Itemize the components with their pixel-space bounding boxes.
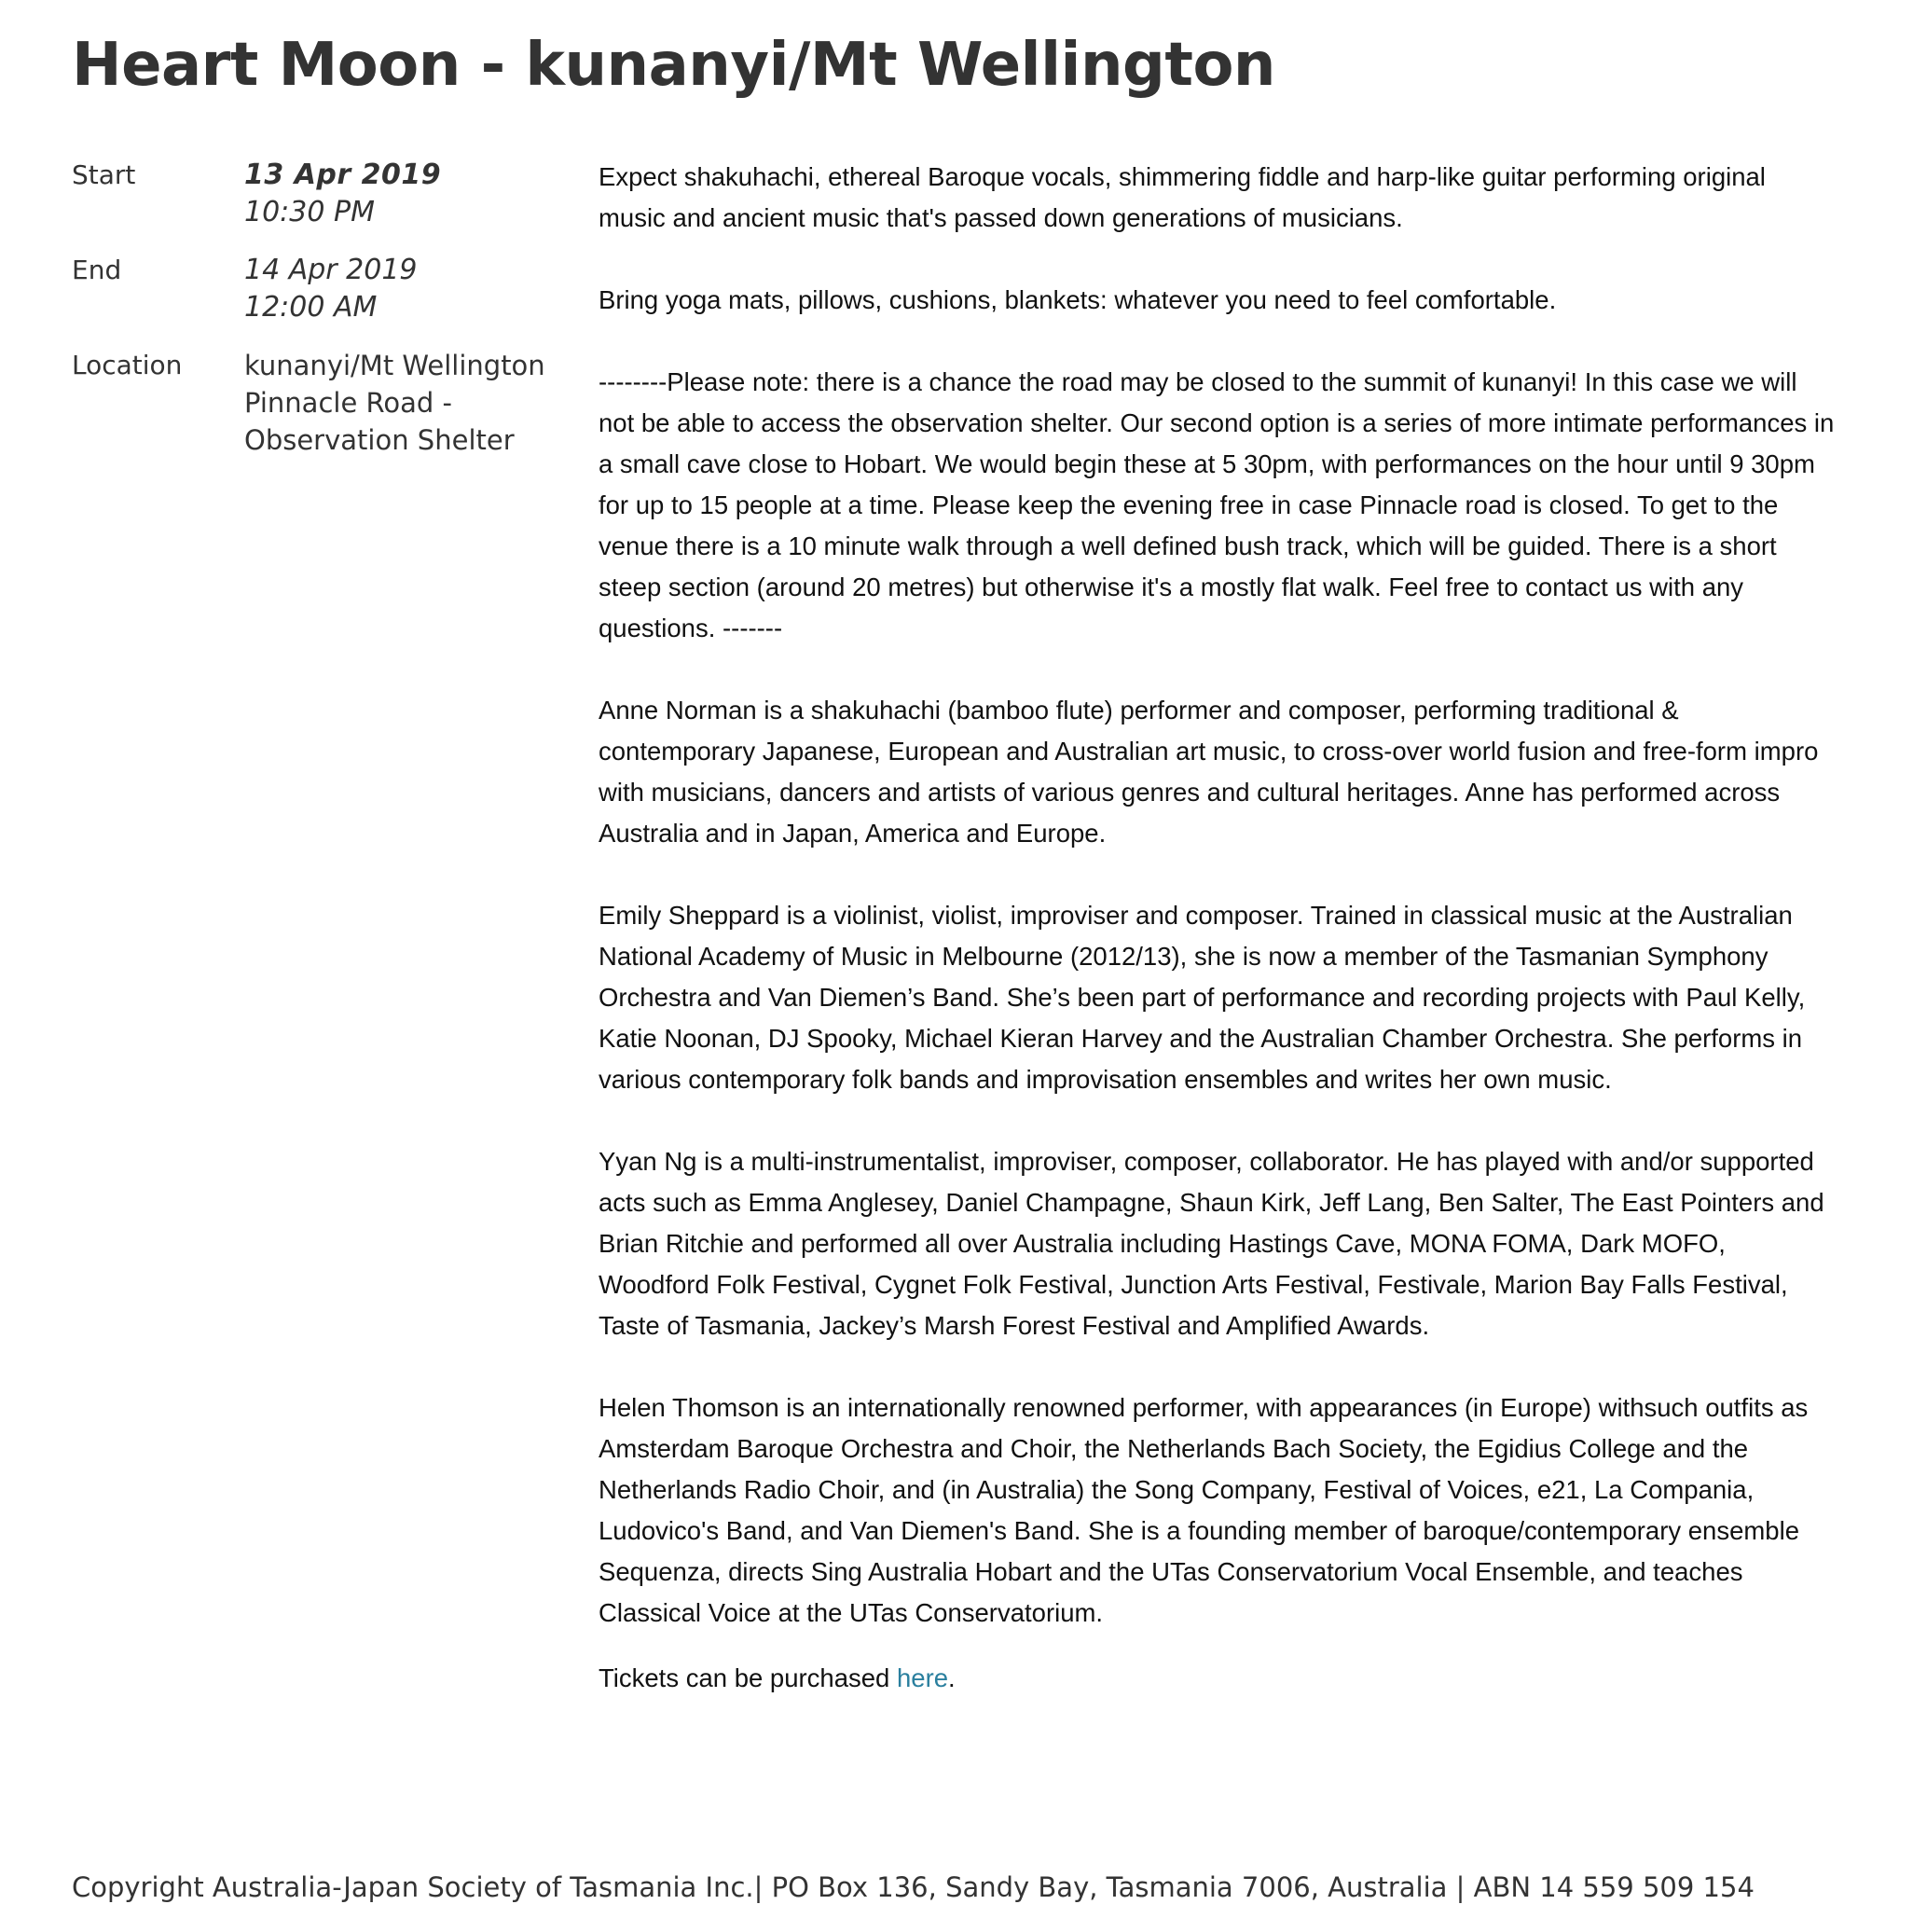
start-label: Start [72,159,136,190]
description-paragraph: Anne Norman is a shakuhachi (bamboo flute) performer and composer, performing traditional & contemporary Japanese, European and Australian art music, to cross-over world fusion and free-form impro with musicians, dancers and artists of various genres and cultural heritages. Anne has performed across Australia and in Japan, America and Europe. [599,696,1819,848]
event-meta [72,157,566,479]
description-paragraph: Yyan Ng is a multi-instrumentalist, improviser, composer, collaborator. He has played with and/or supported acts such as Emma Anglesey, Daniel Champagne, Shaun Kirk, Jeff Lang, Ben Salter, The East Pointers and Brian Ritchie and performed all over Australia including Hastings Cave, MONA FOMA, Dark MOFO, Woodford Folk Festival, Cygnet Folk Festival, Junction Arts Festival, Festivale, Marion Bay Falls Festival, Taste of Tasmania, Jackey’s Marsh Forest Festival and Amplified Awards. [599,1147,1824,1340]
description-paragraph: Emily Sheppard is a violinist, violist, improviser and composer. Trained in classical music at the Australian National Academy of Music in Melbourne (2012/13), she is now a member of the Tasmanian Symphony Orchestra and Van Diemen’s Band. She’s been part of performance and recording projects with Paul Kelly, Katie Noonan, DJ Spooky, Michael Kieran Harvey and the Australian Chamber Orchestra. She performs in various contemporary folk bands and improvisation ensembles and writes her own music. [599,901,1806,1094]
tickets-link[interactable]: here [896,1663,949,1692]
start-row [72,157,566,231]
tickets-line [599,1658,1838,1699]
tickets-prefix: Tickets can be purchased [599,1663,897,1692]
location-line: Observation Shelter [244,424,515,456]
location-value [244,347,566,459]
location-label: Location [72,350,183,380]
footer-copyright: Copyright Australia-Japan Society of Tasmania Inc.| PO Box 136, Sandy Bay, Tasmania 7006, Australia | ABN 14 559 509 154 [72,1871,1755,1903]
start-value [244,157,566,231]
location-line: kunanyi/Mt Wellington [244,350,545,381]
start-time: 10:30 PM [244,196,375,228]
end-time: 12:00 AM [244,291,378,324]
event-description [599,157,1838,1740]
description-paragraph: Bring yoga mats, pillows, cushions, blankets: whatever you need to feel comfortable. [599,285,1557,314]
end-label: End [72,255,122,285]
end-value [244,252,566,326]
page-title: Heart Moon - kunanyi/Mt Wellington [72,31,1275,100]
description-paragraph: Helen Thomson is an internationally renowned performer, with appearances (in Europe) withsuch outfits as Amsterdam Baroque Orchestra and Choir, the Netherlands Bach Society, the Egidius College and the Netherlands Radio Choir, and (in Australia) the Song Company, Festival of Voices, e21, La Compania, Ludovico's Band, and Van Diemen's Band. She is a founding member of baroque/contemporary ensemble Sequenza, directs Sing Australia Hobart and the UTas Conservatorium Vocal Ensemble, and teaches Classical Voice at the UTas Conservatorium. [599,1393,1809,1627]
description-paragraph: Expect shakuhachi, ethereal Baroque vocals, shimmering fiddle and harp-like guitar performing original music and ancient music that's passed down generations of musicians. [599,162,1766,232]
location-line: Pinnacle Road - [244,387,452,419]
end-row [72,252,566,326]
description-paragraph: --------Please note: there is a chance the road may be closed to the summit of kunanyi! In this case we will not be able to access the observation shelter. Our second option is a series of more intimate performances in a small cave close to Hobart. We would begin these at 5 30pm, with performances on the hour until 9 30pm for up to 15 people at a time. Please keep the evening free in case Pinnacle road is closed. To get to the venue there is a 10 minute walk through a well defined bush track, which will be guided. There is a short steep section (around 20 metres) but otherwise it's a mostly flat walk. Feel free to contact us with any questions. ------- [599,367,1835,642]
end-date: 14 Apr 2019 [244,254,418,286]
start-date: 13 Apr 2019 [244,159,442,191]
tickets-suffix: . [948,1663,956,1692]
location-row [72,347,566,459]
